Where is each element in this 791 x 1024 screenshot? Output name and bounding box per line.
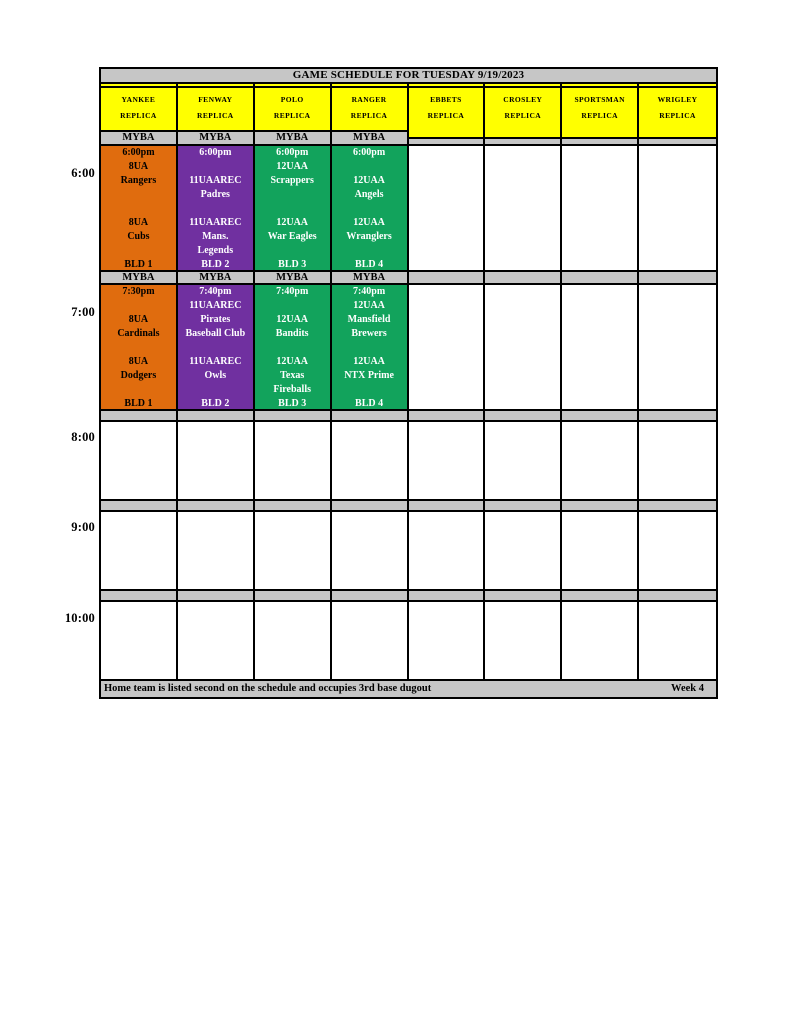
- row-open: [101, 512, 716, 591]
- separator-cell: [409, 591, 486, 600]
- game-line: [178, 160, 253, 174]
- row-open: [101, 422, 716, 501]
- game-line: Mans.: [202, 231, 229, 242]
- header-sliver: [255, 84, 332, 86]
- field-name: SPORTSMAN: [574, 95, 625, 104]
- game-line: 11UAAREC: [189, 300, 242, 311]
- field-header-yellow: [178, 88, 253, 132]
- league-band-cell: [562, 139, 637, 144]
- row-header: [101, 88, 716, 146]
- game-cell: [101, 285, 178, 409]
- time-label-700: 7:00: [71, 305, 95, 319]
- game-line: [255, 299, 330, 313]
- row-sep: [101, 411, 716, 422]
- game-line: [178, 341, 253, 355]
- separator-cell: [562, 591, 639, 600]
- separator-cell: [562, 501, 639, 510]
- field-name: FENWAY: [198, 95, 233, 104]
- game-line: 12UAA: [353, 300, 385, 311]
- empty-cell: [562, 422, 639, 499]
- league-band-cell: [485, 272, 562, 283]
- empty-cell: [562, 146, 639, 270]
- game-line: [332, 341, 407, 355]
- field-name: CROSLEY: [503, 95, 543, 104]
- game-line: Owls: [204, 370, 227, 381]
- schedule-title: GAME SCHEDULE FOR TUESDAY 9/19/2023: [101, 69, 716, 84]
- game-line: Legends: [197, 245, 234, 256]
- empty-cell: [639, 602, 716, 679]
- game-line: [101, 299, 176, 313]
- field-name: WRIGLEY: [657, 95, 698, 104]
- separator-cell: [485, 591, 562, 600]
- game-line: [178, 383, 253, 397]
- game-line: Wranglers: [346, 231, 392, 242]
- footer-note: Home team is listed second on the schedule and occupies 3rd base dugout: [104, 683, 432, 694]
- separator-cell: [332, 591, 409, 600]
- field-header-yellow: [101, 88, 176, 132]
- game-cell: [332, 146, 409, 270]
- field-replica-label: REPLICA: [427, 111, 465, 120]
- league-band-cell: MYBA: [332, 272, 409, 283]
- game-line: BLD 3: [278, 398, 307, 409]
- game-line: 12UAA: [276, 217, 309, 228]
- game-line: BLD 1: [124, 398, 153, 409]
- game-line: [255, 341, 330, 355]
- game-cell: [178, 285, 255, 409]
- game-line: [101, 188, 176, 202]
- game-line: Cubs: [127, 231, 150, 242]
- field-header-yellow: [332, 88, 407, 132]
- separator-cell: [255, 591, 332, 600]
- field-name: POLO: [280, 95, 304, 104]
- field-header-wrigley: [639, 88, 716, 144]
- game-line: 8UA: [128, 161, 149, 172]
- row-games-700: [101, 285, 716, 411]
- empty-cell: [485, 512, 562, 589]
- game-line: [178, 202, 253, 216]
- game-line: [255, 188, 330, 202]
- game-line: [101, 244, 176, 258]
- game-line: NTX Prime: [344, 370, 394, 381]
- field-header-ebbets: [409, 88, 486, 144]
- empty-cell: [332, 602, 409, 679]
- empty-cell: [485, 285, 562, 409]
- game-line: Dodgers: [120, 370, 157, 381]
- field-replica-label: REPLICA: [273, 111, 311, 120]
- game-line: 12UAA: [276, 356, 309, 367]
- empty-cell: [409, 146, 486, 270]
- game-line: [255, 202, 330, 216]
- game-line: Brewers: [351, 328, 387, 339]
- empty-cell: [639, 422, 716, 499]
- empty-cell: [101, 512, 178, 589]
- game-line: Fireballs: [273, 384, 311, 395]
- time-label-1000: 10:00: [64, 611, 95, 625]
- footer-bar: [101, 681, 716, 697]
- empty-cell: [485, 146, 562, 270]
- game-line: [332, 244, 407, 258]
- empty-cell: [409, 602, 486, 679]
- game-line: BLD 4: [355, 398, 384, 409]
- league-band-cell: MYBA: [178, 272, 255, 283]
- game-cell: [255, 146, 332, 270]
- field-header-polo: [255, 88, 332, 144]
- game-line: Rangers: [120, 175, 157, 186]
- schedule-grid: [101, 84, 716, 681]
- empty-cell: [332, 422, 409, 499]
- separator-cell: [178, 411, 255, 420]
- league-band-cell: MYBA: [332, 132, 407, 144]
- row-sep: [101, 591, 716, 602]
- separator-cell: [639, 591, 716, 600]
- field-header-yellow: [255, 88, 330, 132]
- separator-cell: [178, 591, 255, 600]
- game-line: 8UA: [128, 356, 149, 367]
- time-label-900: 9:00: [71, 520, 95, 534]
- time-label-800: 8:00: [71, 430, 95, 444]
- header-sliver: [562, 84, 639, 86]
- game-line: 12UAA: [353, 217, 385, 228]
- game-line: Angels: [354, 189, 384, 200]
- game-cell: [255, 285, 332, 409]
- row-games-600: [101, 146, 716, 272]
- row-band: [101, 272, 716, 285]
- league-band-cell: MYBA: [255, 132, 330, 144]
- game-line: BLD 3: [278, 259, 307, 270]
- empty-cell: [639, 512, 716, 589]
- row-sep: [101, 501, 716, 512]
- empty-cell: [101, 602, 178, 679]
- footer-week-label: Week 4: [671, 683, 704, 694]
- game-line: 7:40pm: [199, 286, 232, 297]
- game-line: [101, 202, 176, 216]
- separator-cell: [639, 501, 716, 510]
- separator-cell: [255, 411, 332, 420]
- game-line: [332, 202, 407, 216]
- game-line: BLD 4: [355, 259, 384, 270]
- game-line: [101, 383, 176, 397]
- separator-cell: [101, 411, 178, 420]
- game-line: 12UAA: [353, 356, 385, 367]
- game-cell: [178, 146, 255, 270]
- empty-cell: [639, 285, 716, 409]
- field-header-yellow: [639, 88, 716, 139]
- separator-cell: [332, 501, 409, 510]
- game-line: BLD 2: [201, 398, 230, 409]
- game-line: BLD 1: [124, 259, 153, 270]
- empty-cell: [485, 422, 562, 499]
- separator-cell: [332, 411, 409, 420]
- separator-cell: [485, 501, 562, 510]
- game-line: [332, 383, 407, 397]
- game-line: 11UAAREC: [189, 356, 242, 367]
- league-band-cell: MYBA: [101, 272, 178, 283]
- schedule-sheet: [99, 67, 718, 699]
- separator-cell: [639, 411, 716, 420]
- empty-cell: [409, 512, 486, 589]
- league-band-cell: [562, 272, 639, 283]
- game-line: 11UAAREC: [189, 175, 242, 186]
- field-replica-label: REPLICA: [504, 111, 542, 120]
- field-replica-label: REPLICA: [120, 111, 157, 120]
- empty-cell: [562, 602, 639, 679]
- league-band-cell: [409, 272, 486, 283]
- empty-cell: [101, 422, 178, 499]
- game-line: 6:00pm: [199, 147, 232, 158]
- game-line: Mansfield: [347, 314, 391, 325]
- league-band-cell: [409, 139, 484, 144]
- field-header-yellow: [485, 88, 560, 139]
- header-sliver: [485, 84, 562, 86]
- game-line: [332, 160, 407, 174]
- game-line: 8UA: [128, 217, 149, 228]
- game-line: Baseball Club: [185, 328, 246, 339]
- header-sliver: [101, 84, 178, 86]
- field-header-fenway: [178, 88, 255, 144]
- game-cell: [332, 285, 409, 409]
- field-name: RANGER: [351, 95, 387, 104]
- field-header-yankee: [101, 88, 178, 144]
- empty-cell: [409, 285, 486, 409]
- game-line: War Eagles: [267, 231, 317, 242]
- empty-cell: [562, 512, 639, 589]
- separator-cell: [101, 501, 178, 510]
- separator-cell: [101, 591, 178, 600]
- empty-cell: [178, 512, 255, 589]
- row-open: [101, 602, 716, 681]
- league-band-cell: [485, 139, 560, 144]
- league-band-cell: MYBA: [101, 132, 176, 144]
- game-line: 8UA: [128, 314, 149, 325]
- game-line: Texas: [280, 370, 305, 381]
- game-line: 6:00pm: [352, 147, 386, 158]
- separator-cell: [255, 501, 332, 510]
- header-sliver: [639, 84, 716, 86]
- empty-cell: [409, 422, 486, 499]
- game-line: [255, 244, 330, 258]
- game-line: 12UAA: [276, 161, 309, 172]
- game-line: 7:40pm: [276, 286, 309, 297]
- league-band-cell: MYBA: [255, 272, 332, 283]
- separator-cell: [562, 411, 639, 420]
- game-line: 11UAAREC: [189, 217, 242, 228]
- separator-cell: [178, 501, 255, 510]
- league-band-cell: [639, 272, 716, 283]
- empty-cell: [255, 512, 332, 589]
- empty-cell: [332, 512, 409, 589]
- field-replica-label: REPLICA: [350, 111, 388, 120]
- time-rail: [0, 0, 97, 700]
- game-line: Bandits: [275, 328, 309, 339]
- game-line: Padres: [200, 189, 230, 200]
- field-header-sportsman: [562, 88, 639, 144]
- empty-cell: [639, 146, 716, 270]
- game-line: Scrappers: [270, 175, 314, 186]
- empty-cell: [178, 422, 255, 499]
- game-line: [101, 341, 176, 355]
- field-name: EBBETS: [430, 95, 462, 104]
- field-replica-label: REPLICA: [197, 111, 234, 120]
- field-replica-label: REPLICA: [581, 111, 618, 120]
- header-sliver: [178, 84, 255, 86]
- field-header-yellow: [409, 88, 484, 139]
- header-sliver: [409, 84, 486, 86]
- game-line: BLD 2: [201, 259, 230, 270]
- field-header-ranger: [332, 88, 409, 144]
- field-header-yellow: [562, 88, 637, 139]
- field-name: YANKEE: [121, 95, 156, 104]
- separator-cell: [485, 411, 562, 420]
- separator-cell: [409, 501, 486, 510]
- league-band-cell: [639, 139, 716, 144]
- game-line: 6:00pm: [122, 147, 155, 158]
- header-sliver: [332, 84, 409, 86]
- game-line: 7:40pm: [352, 286, 386, 297]
- field-header-crosley: [485, 88, 562, 144]
- game-line: Pirates: [200, 314, 231, 325]
- game-line: Cardinals: [117, 328, 160, 339]
- empty-cell: [562, 285, 639, 409]
- game-cell: [101, 146, 178, 270]
- game-line: 12UAA: [353, 175, 385, 186]
- game-line: 6:00pm: [276, 147, 309, 158]
- empty-cell: [178, 602, 255, 679]
- field-replica-label: REPLICA: [659, 111, 696, 120]
- league-band-cell: MYBA: [178, 132, 253, 144]
- separator-cell: [409, 411, 486, 420]
- game-line: 12UAA: [276, 314, 309, 325]
- empty-cell: [255, 422, 332, 499]
- game-line: 7:30pm: [122, 286, 155, 297]
- empty-cell: [485, 602, 562, 679]
- empty-cell: [255, 602, 332, 679]
- time-label-600: 6:00: [71, 166, 95, 180]
